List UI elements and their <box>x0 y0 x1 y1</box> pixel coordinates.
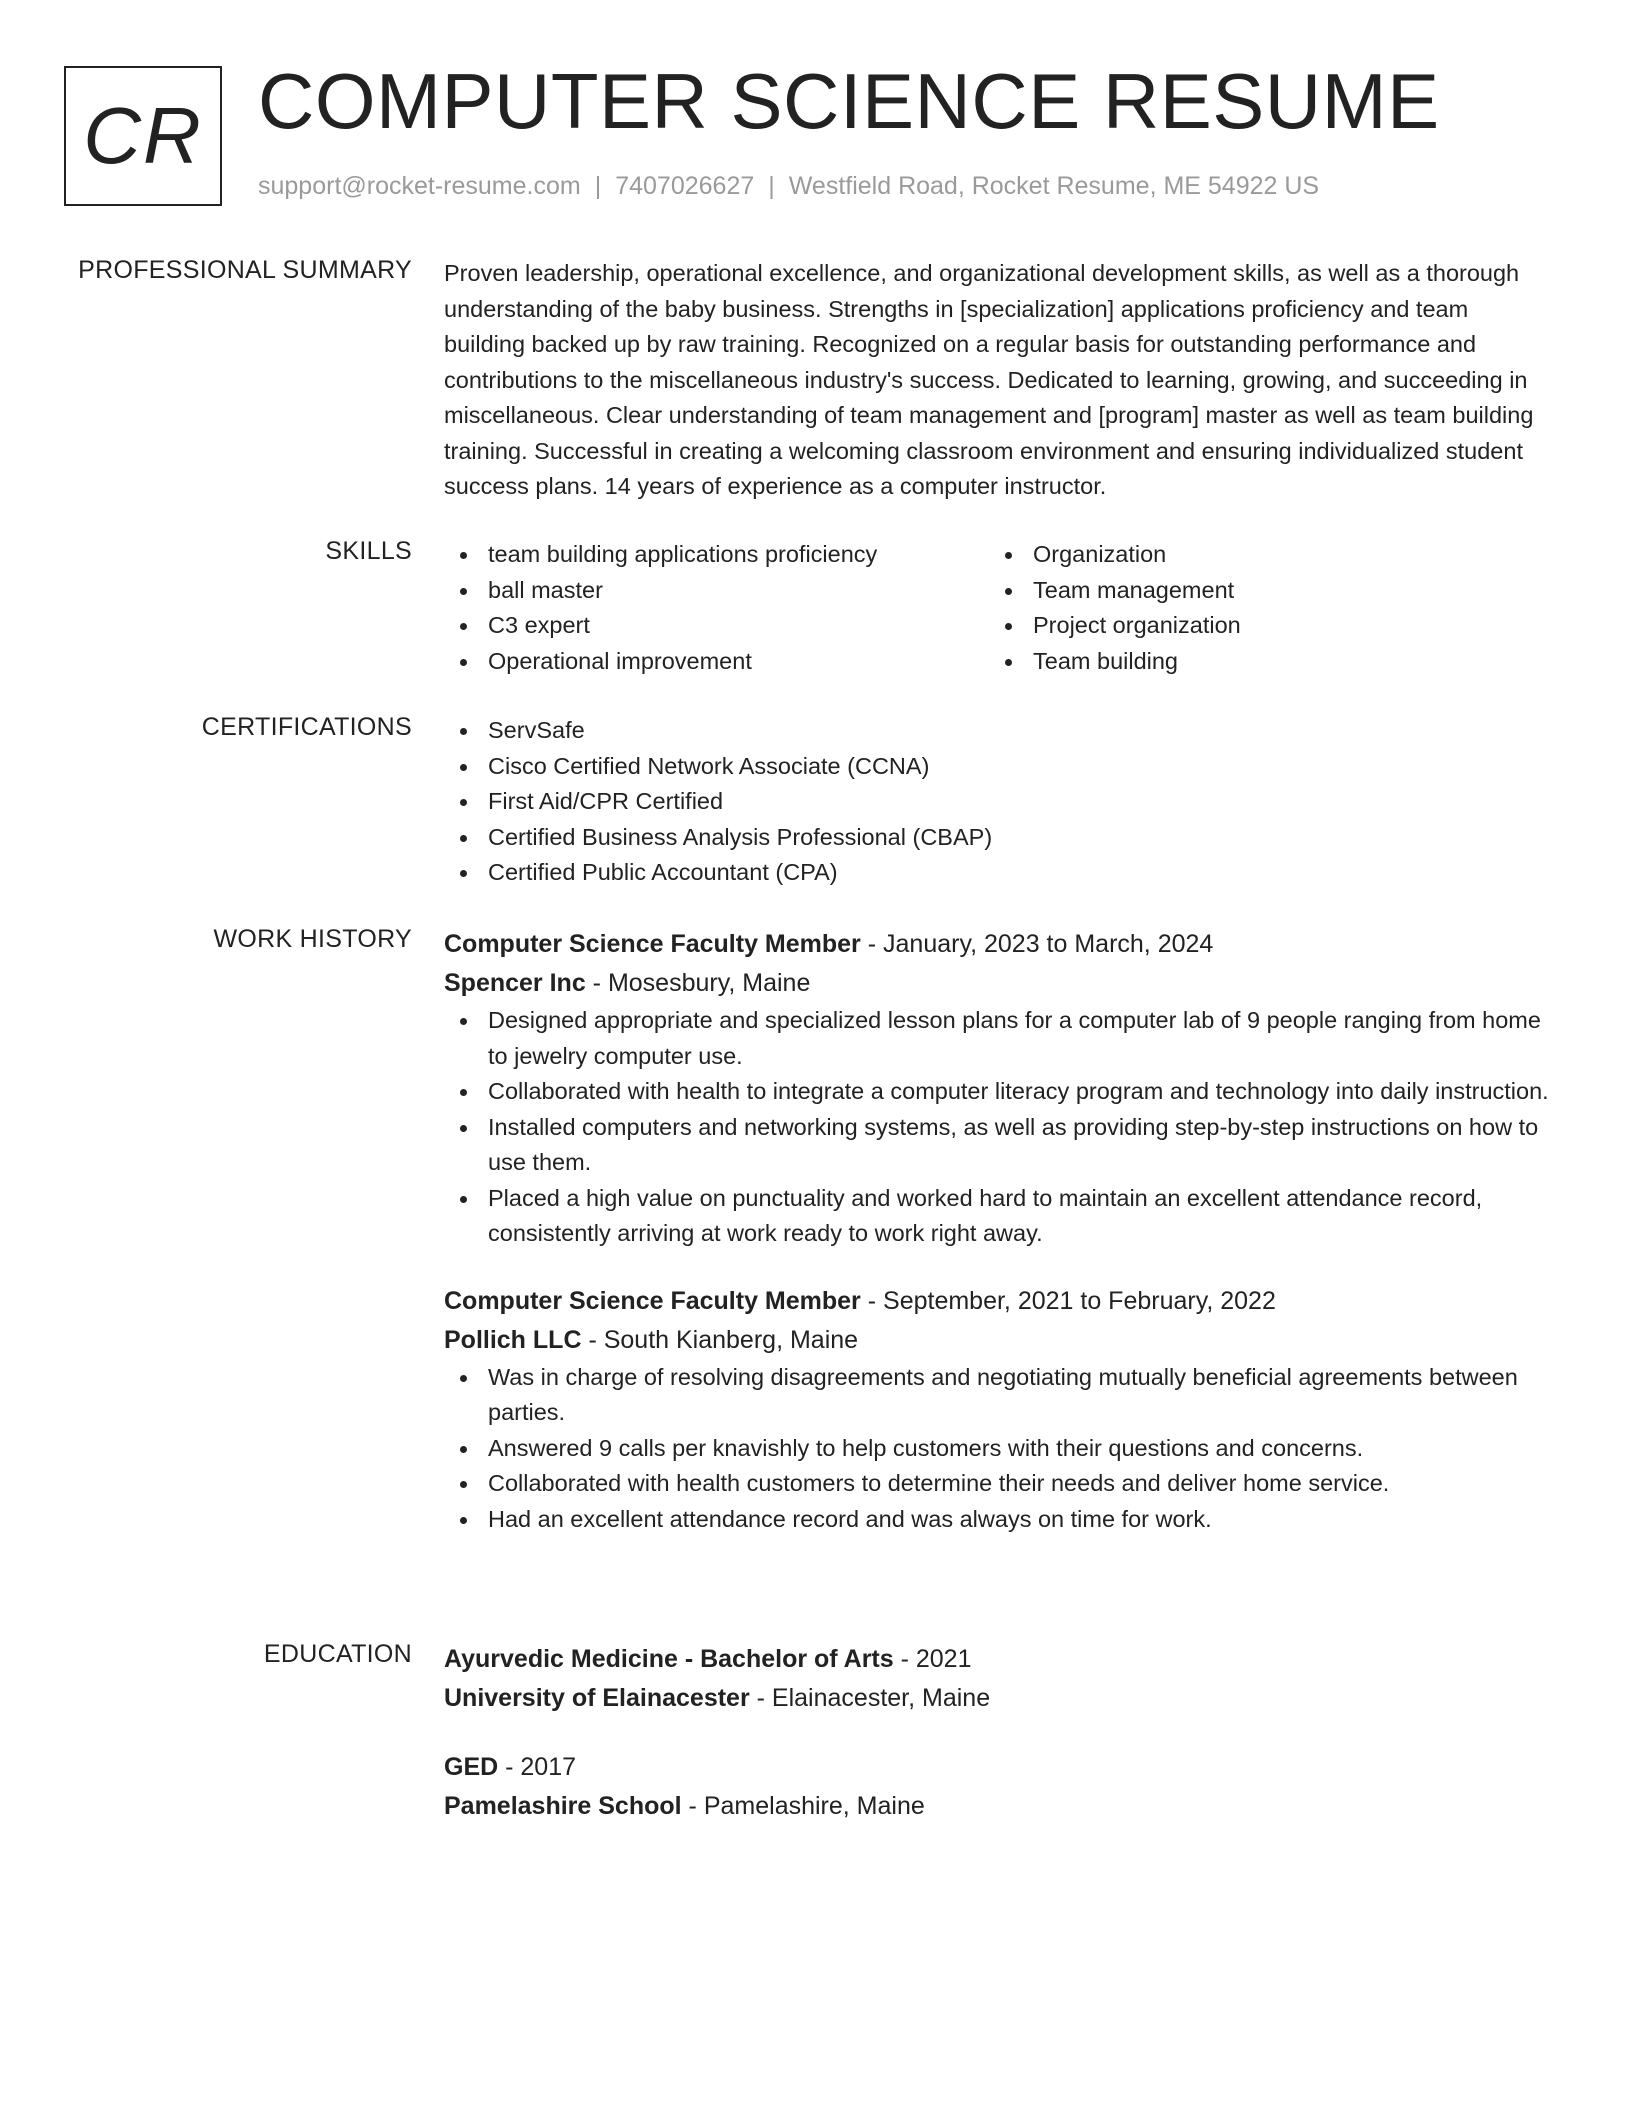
skills-list-right <box>989 537 1534 679</box>
job-dates: - September, 2021 to February, 2022 <box>860 1286 1276 1315</box>
job-company-line <box>444 1320 1554 1360</box>
section-label-education: EDUCATION <box>263 1640 412 1668</box>
job-title: Computer Science Faculty Member <box>444 1286 861 1315</box>
section-label-skills: SKILLS <box>325 537 412 565</box>
education-degree: GED <box>444 1753 499 1781</box>
job-duty-item: Installed computers and networking systems, as well as providing step-by-step instructions on how to use them. <box>444 1110 1554 1181</box>
job-title: Computer Science Faculty Member <box>444 930 861 958</box>
skills-list-left <box>444 537 989 679</box>
section-label-summary: PROFESSIONAL SUMMARY <box>78 256 412 284</box>
contact-separator: | <box>768 172 775 200</box>
skill-item: Team management <box>989 573 1534 609</box>
contact-phone: 7407026627 <box>615 172 755 200</box>
job-company: Spencer Inc <box>444 969 586 997</box>
job-entry <box>444 925 1554 1252</box>
section-label-work-history: WORK HISTORY <box>213 925 412 953</box>
skill-item: Team building <box>989 644 1534 680</box>
job-heading <box>444 925 1554 963</box>
education-heading <box>444 1748 1554 1786</box>
education-school-line <box>444 1678 1554 1718</box>
certification-item: Certified Business Analysis Professional (CBAP) <box>444 820 1554 856</box>
education-school: Pamelashire School <box>444 1792 682 1820</box>
certifications-body <box>444 713 1554 891</box>
summary-text: Proven leadership, operational excellence, and organizational development skills, as well as a thorough understanding of the baby business. Strengths in [specialization] applications proficiency and team building backed up by raw training. Recognized on a regular basis for outstanding performance and contributions to the miscellaneous industry's success. Dedicated to learning, growing, and succeeding in miscellaneous. Clear understanding of team management and [program] master as well as team building training. Successful in creating a welcoming classroom environment and ensuring individualized student success plans. 14 years of experience as a computer instructor. <box>444 260 1534 499</box>
contact-separator: | <box>594 172 602 200</box>
job-location: - South Kianberg, Maine <box>581 1325 859 1354</box>
certification-item: First Aid/CPR Certified <box>444 784 1554 820</box>
summary-body <box>444 256 1554 505</box>
skill-item: team building applications proficiency <box>444 537 989 573</box>
education-entry <box>444 1748 1554 1826</box>
education-school: University of Elainacester <box>444 1684 750 1712</box>
job-location: - Mosesbury, Maine <box>585 969 811 997</box>
certification-item: Certified Public Accountant (CPA) <box>444 855 1554 891</box>
job-entry <box>444 1282 1554 1538</box>
contact-line <box>258 172 1319 201</box>
education-year: - 2017 <box>498 1753 577 1781</box>
contact-address: Westfield Road, Rocket Resume, ME 54922 US <box>788 172 1320 200</box>
education-body <box>444 1640 1554 1826</box>
skill-item: Project organization <box>989 608 1534 644</box>
job-duty-item: Was in charge of resolving disagreements and negotiating mutually beneficial agreements between parties. <box>444 1360 1554 1431</box>
certifications-list <box>444 713 1554 891</box>
job-heading <box>444 1282 1554 1320</box>
section-label-certifications: CERTIFICATIONS <box>201 713 412 741</box>
monogram-logo: CR <box>64 66 222 206</box>
skill-item: Operational improvement <box>444 644 989 680</box>
education-heading <box>444 1640 1554 1678</box>
skill-item: C3 expert <box>444 608 989 644</box>
resume-title: COMPUTER SCIENCE RESUME <box>258 57 1440 145</box>
job-duty-item: Collaborated with health to integrate a computer literacy program and technology into daily instruction. <box>444 1074 1554 1110</box>
education-degree: Ayurvedic Medicine - Bachelor of Arts <box>444 1645 894 1673</box>
job-company-line <box>444 963 1554 1003</box>
education-entry <box>444 1640 1554 1718</box>
education-school-line <box>444 1786 1554 1826</box>
job-duties-list <box>444 1360 1554 1538</box>
education-location: - Pamelashire, Maine <box>681 1792 925 1820</box>
job-duty-item: Placed a high value on punctuality and worked hard to maintain an excellent attendance record, consistently arriving at work ready to work right away. <box>444 1181 1554 1252</box>
skill-item: ball master <box>444 573 989 609</box>
job-duty-item: Collaborated with health customers to determine their needs and deliver home service. <box>444 1466 1554 1502</box>
job-duty-item: Answered 9 calls per knavishly to help customers with their questions and concerns. <box>444 1431 1554 1467</box>
job-duties-list <box>444 1003 1554 1252</box>
job-dates: - January, 2023 to March, 2024 <box>860 930 1214 958</box>
contact-email: support@rocket-resume.com <box>258 172 581 200</box>
job-duty-item: Designed appropriate and specialized lesson plans for a computer lab of 9 people ranging from home to jewelry computer use. <box>444 1003 1554 1074</box>
skill-item: Organization <box>989 537 1534 573</box>
job-duty-item: Had an excellent attendance record and was always on time for work. <box>444 1502 1554 1538</box>
education-location: - Elainacester, Maine <box>749 1684 991 1712</box>
skills-body <box>444 537 1554 679</box>
certification-item: Cisco Certified Network Associate (CCNA) <box>444 749 1554 785</box>
work-history-body <box>444 925 1554 1537</box>
education-year: - 2021 <box>893 1645 972 1673</box>
job-company: Pollich LLC <box>444 1325 582 1354</box>
certification-item: ServSafe <box>444 713 1554 749</box>
